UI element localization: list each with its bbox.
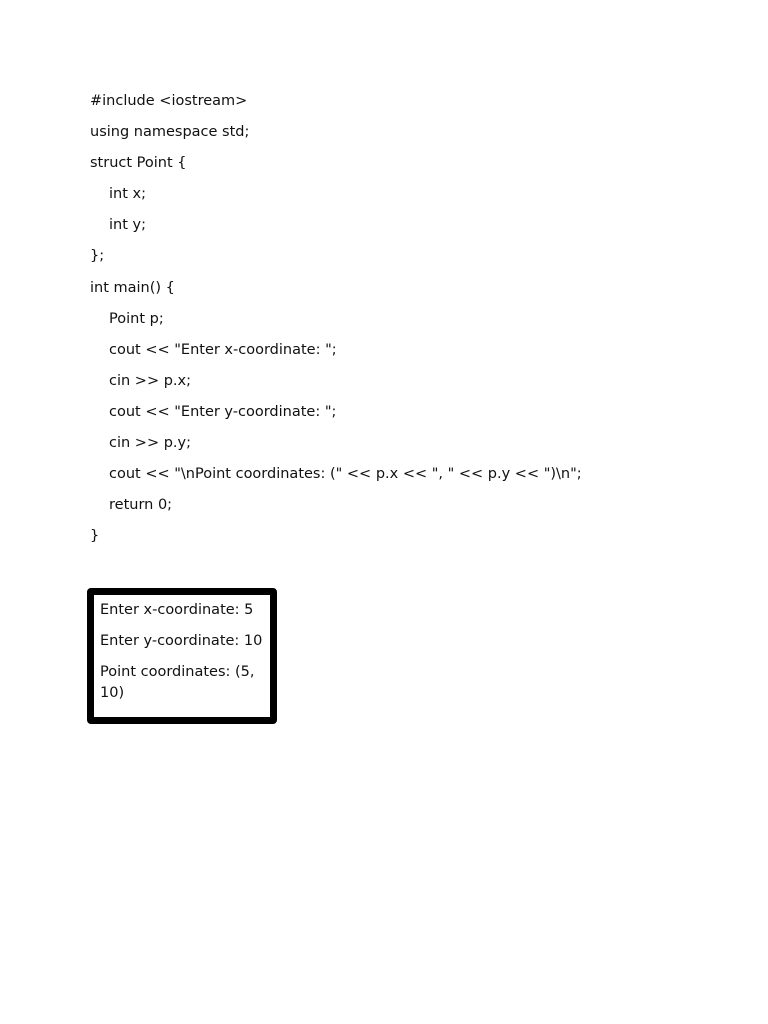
code-line: using namespace std;: [90, 124, 250, 141]
output-line: Enter x-coordinate: 5: [100, 602, 254, 618]
code-line: }: [90, 528, 100, 545]
code-line: int y;: [109, 217, 146, 234]
code-line: int main() {: [90, 279, 175, 296]
output-line: Enter y-coordinate: 10: [100, 633, 263, 649]
code-line: cout << "Enter x-coordinate: ";: [109, 341, 337, 358]
code-line: struct Point {: [90, 155, 187, 172]
code-listing: [90, 91, 730, 557]
code-line: cin >> p.x;: [109, 372, 191, 389]
code-line: return 0;: [109, 497, 173, 514]
code-line: Point p;: [109, 310, 164, 327]
code-line: int x;: [109, 186, 146, 203]
program-output-box: [87, 588, 277, 724]
code-line: };: [90, 248, 105, 265]
code-line: cout << "Enter y-coordinate: ";: [109, 403, 337, 420]
code-line: cin >> p.y;: [109, 435, 191, 452]
code-line: #include <iostream>: [90, 93, 248, 109]
code-line: cout << "\nPoint coordinates: (" << p.x << ", " << p.y << ")\n";: [109, 466, 582, 483]
output-line: Point coordinates: (5, 10): [100, 664, 255, 701]
